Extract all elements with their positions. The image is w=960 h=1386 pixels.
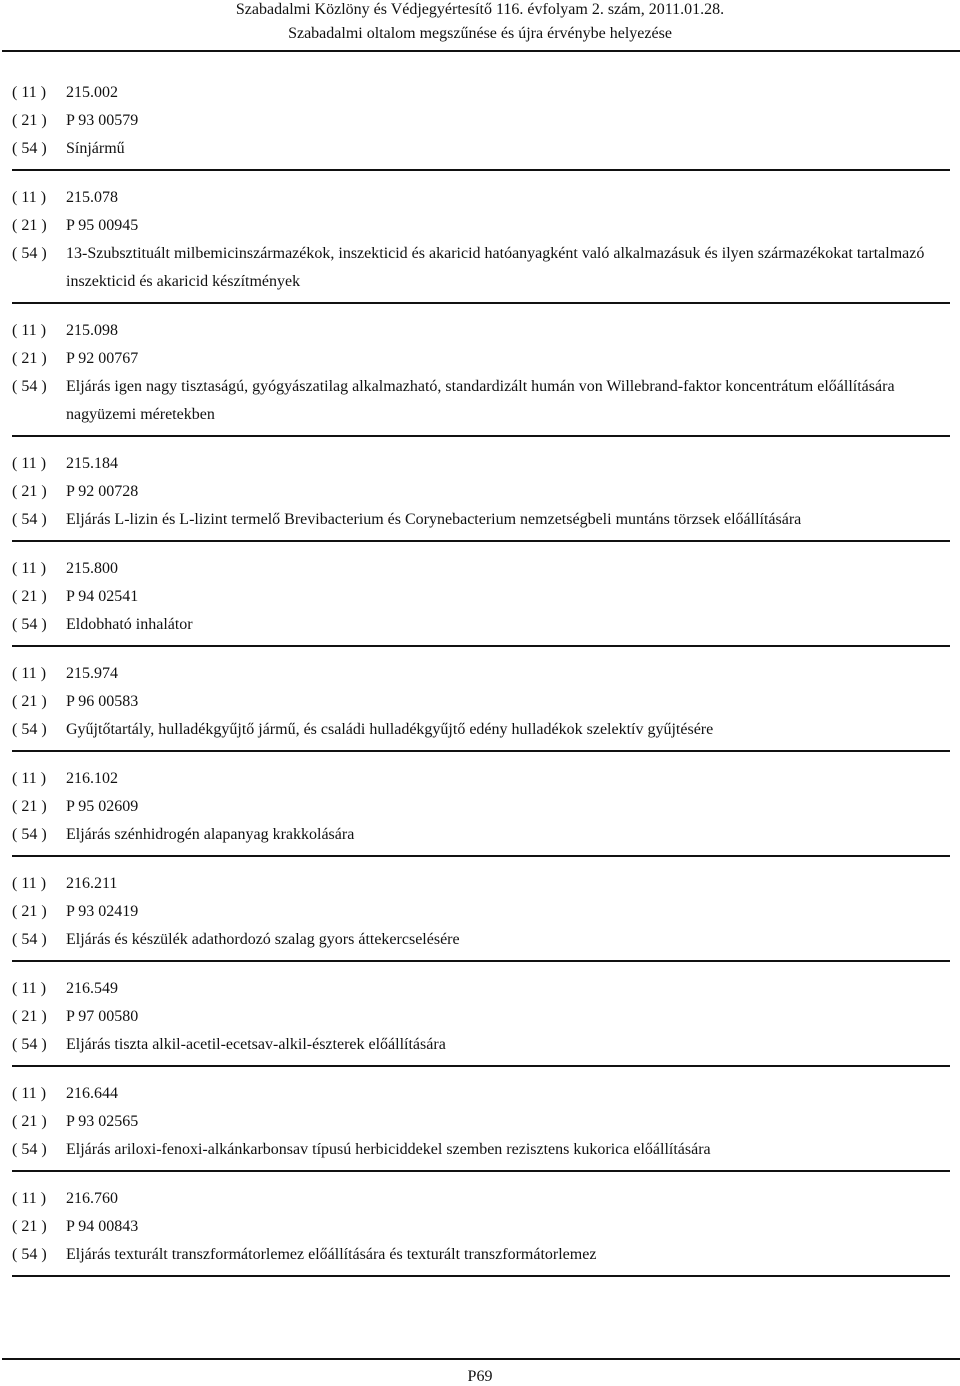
application-number: P 92 00728	[66, 483, 139, 500]
code-54-label: ( 54 )	[12, 378, 47, 395]
code-54-label: ( 54 )	[12, 245, 47, 262]
code-54-label: ( 54 )	[12, 1141, 47, 1158]
code-54-label: ( 54 )	[12, 1246, 47, 1263]
patent-title: Eldobható inhalátor	[66, 616, 193, 633]
patent-number: 216.102	[66, 770, 118, 787]
code-11-label: ( 11 )	[12, 1085, 47, 1102]
patent-number: 216.644	[66, 1085, 118, 1102]
code-11-label: ( 11 )	[12, 189, 47, 206]
code-21-label: ( 21 )	[12, 903, 47, 920]
code-21-label: ( 21 )	[12, 588, 47, 605]
journal-header: Szabadalmi Közlöny és Védjegyértesítő 116. évfolyam 2. szám, 2011.01.28.	[235, 1, 725, 18]
patent-number: 216.211	[66, 875, 118, 892]
patent-number: 216.549	[66, 980, 118, 997]
application-number: P 92 00767	[66, 350, 139, 367]
code-11-label: ( 11 )	[12, 875, 47, 892]
code-21-label: ( 21 )	[12, 1113, 47, 1130]
code-11-label: ( 11 )	[12, 980, 47, 997]
code-21-label: ( 21 )	[12, 112, 47, 129]
application-number: P 93 00579	[66, 112, 139, 129]
application-number: P 95 00945	[66, 217, 139, 234]
patent-title: Sínjármű	[66, 140, 125, 157]
code-11-label: ( 11 )	[12, 322, 47, 339]
patent-title: Eljárás ariloxi-fenoxi-alkánkarbonsav típusú herbiciddekel szemben rezisztens kukorica előállítására	[66, 1141, 711, 1158]
application-number: P 95 02609	[66, 798, 139, 815]
code-21-label: ( 21 )	[12, 217, 47, 234]
application-number: P 94 00843	[66, 1218, 139, 1235]
patent-number: 215.184	[66, 455, 118, 472]
patent-entry	[12, 317, 950, 437]
patent-number: 215.098	[66, 322, 118, 339]
patent-entry	[12, 450, 950, 542]
patent-entry	[12, 975, 950, 1067]
code-21-label: ( 21 )	[12, 798, 47, 815]
section-title: Szabadalmi oltalom megszűnése és újra érvénybe helyezése	[288, 25, 672, 42]
application-number: P 96 00583	[66, 693, 139, 710]
patent-title: Gyűjtőtartály, hulladékgyűjtő jármű, és családi hulladékgyűjtő edény hulladékok szelektív gyűjtésére	[66, 721, 714, 738]
patent-title: Eljárás szénhidrogén alapanyag krakkolására	[66, 826, 355, 843]
header-rule	[2, 50, 960, 52]
patent-title: 13-Szubsztituált milbemicinszármazékok, inszekticid és akaricid hatóanyagként való alkalmazásuk és ilyen származékokat tartalmazó inszekticid és akaricid készítmények	[66, 245, 925, 290]
code-54-label: ( 54 )	[12, 826, 47, 843]
patent-entry	[12, 79, 950, 171]
code-11-label: ( 11 )	[12, 1190, 47, 1207]
code-11-label: ( 11 )	[12, 84, 47, 101]
code-11-label: ( 11 )	[12, 665, 47, 682]
patent-title: Eljárás L-lizin és L-lizint termelő Brevibacterium és Corynebacterium nemzetségbeli muntáns törzsek előállítására	[66, 511, 802, 528]
patent-entry	[12, 870, 950, 962]
code-11-label: ( 11 )	[12, 560, 47, 577]
patent-title: Eljárás és készülék adathordozó szalag gyors áttekercselésére	[66, 931, 460, 948]
code-54-label: ( 54 )	[12, 511, 47, 528]
code-11-label: ( 11 )	[12, 770, 47, 787]
patent-title: Eljárás tiszta alkil-acetil-ecetsav-alkil-észterek előállítására	[66, 1036, 446, 1053]
application-number: P 93 02565	[66, 1113, 139, 1130]
patent-number: 215.078	[66, 189, 118, 206]
patent-entry	[12, 660, 950, 752]
patent-list	[12, 79, 950, 1277]
application-number: P 94 02541	[66, 588, 139, 605]
application-number: P 93 02419	[66, 903, 139, 920]
code-21-label: ( 21 )	[12, 1008, 47, 1025]
code-54-label: ( 54 )	[12, 931, 47, 948]
patent-title: Eljárás texturált transzformátorlemez előállítására és texturált transzformátorlemez	[66, 1246, 597, 1263]
code-21-label: ( 21 )	[12, 693, 47, 710]
patent-entry	[12, 1185, 950, 1277]
patent-number: 215.002	[66, 84, 118, 101]
page-number: P69	[467, 1368, 493, 1385]
patent-number: 216.760	[66, 1190, 118, 1207]
code-21-label: ( 21 )	[12, 350, 47, 367]
patent-title: Eljárás igen nagy tisztaságú, gyógyászatilag alkalmazható, standardizált humán von Willebrand-faktor koncentrátum előállítására nagyüzemi méretekben	[66, 378, 895, 423]
code-54-label: ( 54 )	[12, 140, 47, 157]
code-54-label: ( 54 )	[12, 1036, 47, 1053]
footer-rule	[2, 1358, 960, 1360]
code-54-label: ( 54 )	[12, 721, 47, 738]
patent-number: 215.974	[66, 665, 118, 682]
code-54-label: ( 54 )	[12, 616, 47, 633]
patent-entry	[12, 1080, 950, 1172]
patent-entry	[12, 555, 950, 647]
code-21-label: ( 21 )	[12, 483, 47, 500]
code-11-label: ( 11 )	[12, 455, 47, 472]
application-number: P 97 00580	[66, 1008, 139, 1025]
patent-entry	[12, 765, 950, 857]
patent-number: 215.800	[66, 560, 118, 577]
code-21-label: ( 21 )	[12, 1218, 47, 1235]
patent-entry	[12, 184, 950, 304]
